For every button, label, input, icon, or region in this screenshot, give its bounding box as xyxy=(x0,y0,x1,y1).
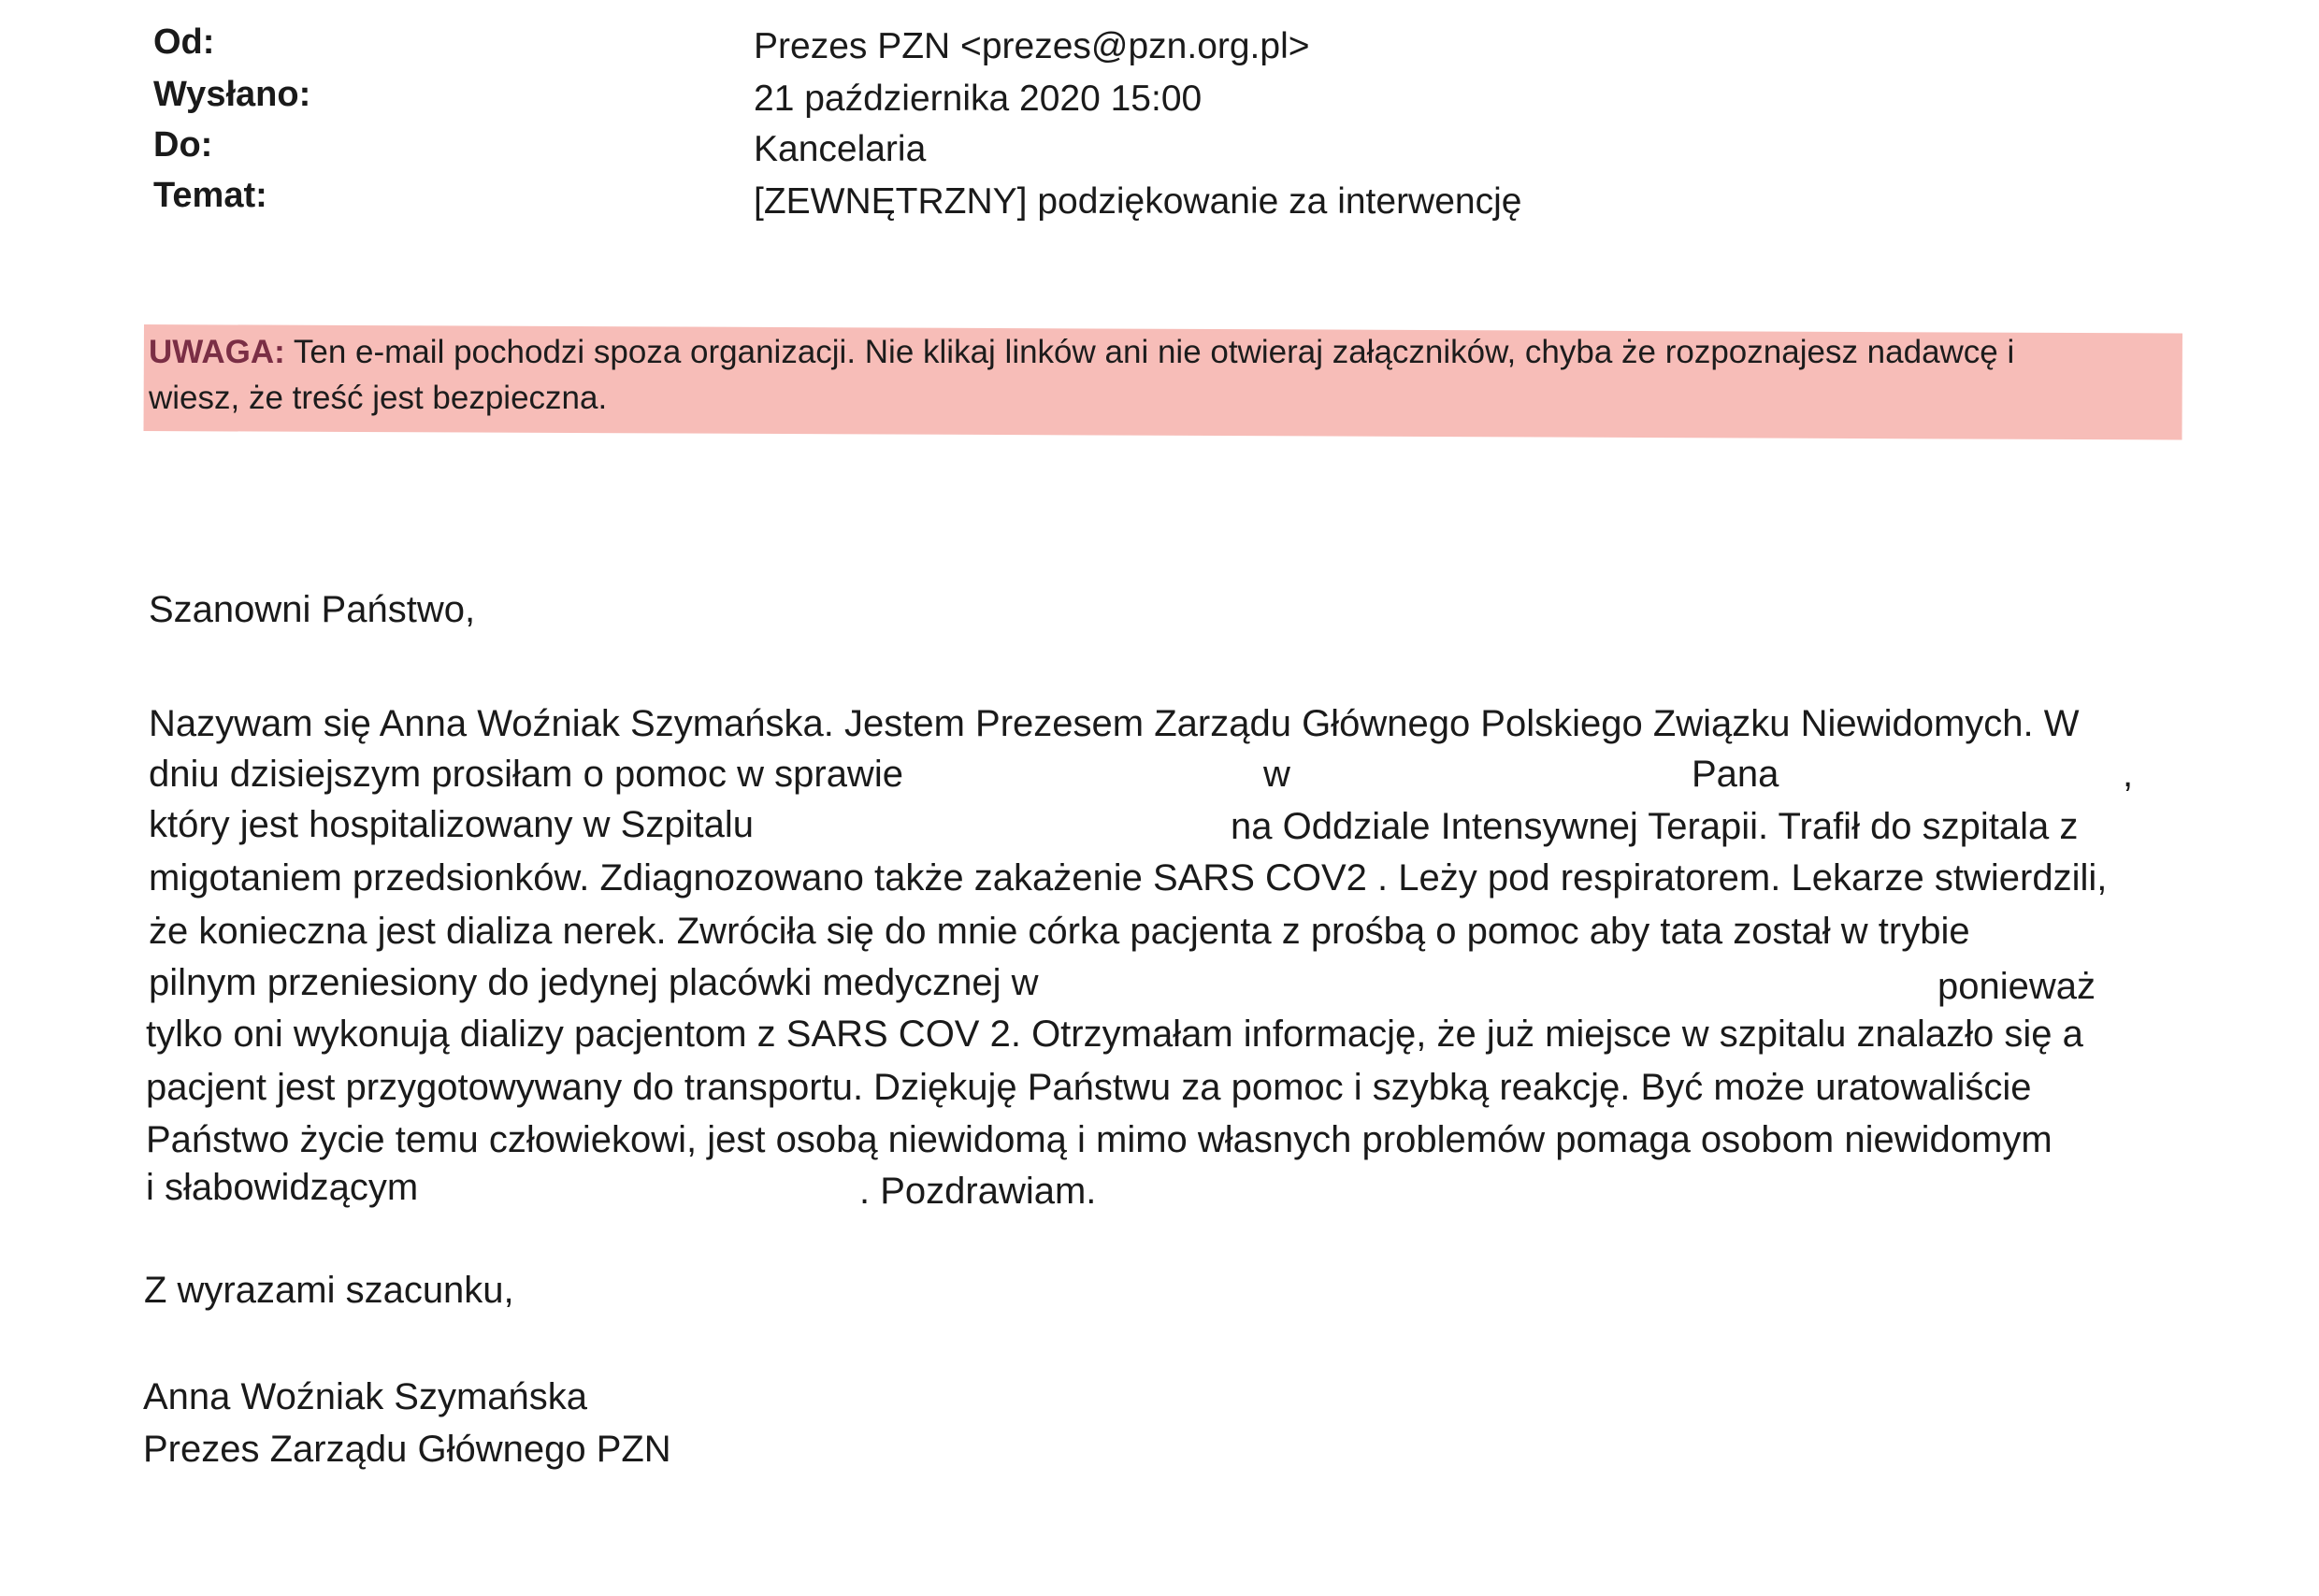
body-line: migotaniem przedsionków. Zdiagnozowano także zakażenie SARS COV2 . Leży pod respiratorem. Lekarze stwierdzili, xyxy=(149,857,2108,899)
body-line-fragment: Pana xyxy=(1692,754,1779,795)
warning-text: Ten e-mail pochodzi spoza organizacji. Nie klikaj linków ani nie otwieraj załączników, chyba że rozpoznajesz nadawcę i xyxy=(284,334,2015,370)
sent-label: Wysłano: xyxy=(153,75,311,114)
greeting: Szanowni Państwo, xyxy=(149,589,476,630)
warning-line-1 xyxy=(149,334,2014,371)
body-line-fragment: , xyxy=(2123,754,2134,795)
body-line: tylko oni wykonują dializy pacjentom z SARS COV 2. Otrzymałam informację, że już miejsce w szpitalu znalazło się a xyxy=(146,1014,2083,1055)
body-line-fragment: . Pozdrawiam. xyxy=(859,1171,1097,1212)
to-value: Kancelaria xyxy=(754,129,927,169)
body-line: który jest hospitalizowany w Szpitalu xyxy=(149,804,754,845)
body-line: Nazywam się Anna Woźniak Szymańska. Jestem Prezesem Zarządu Głównego Polskiego Związku Niewidomych. W xyxy=(149,703,2080,744)
warning-line-2: wiesz, że treść jest bezpieczna. xyxy=(149,380,608,416)
sent-value: 21 października 2020 15:00 xyxy=(754,79,1203,119)
body-line-fragment: ponieważ xyxy=(1937,966,2096,1007)
body-line-fragment: na Oddziale Intensywnej Terapii. Trafił do szpitala z xyxy=(1231,806,2079,847)
closing: Z wyrazami szacunku, xyxy=(144,1270,514,1311)
body-line: że konieczna jest dializa nerek. Zwróciła się do mnie córka pacjenta z prośbą o pomoc aby tata został w trybie xyxy=(149,911,1970,952)
body-line: dniu dzisiejszym prosiłam o pomoc w sprawie xyxy=(149,754,903,795)
from-label: Od: xyxy=(153,22,215,62)
subject-value: [ZEWNĘTRZNY] podziękowanie za interwencję xyxy=(754,181,1522,222)
signature-title: Prezes Zarządu Głównego PZN xyxy=(143,1429,671,1470)
body-line-fragment: w xyxy=(1263,754,1290,795)
body-line: pilnym przeniesiony do jedynej placówki medycznej w xyxy=(149,962,1039,1003)
signature-name: Anna Woźniak Szymańska xyxy=(143,1376,588,1417)
warning-label: UWAGA: xyxy=(149,334,285,370)
from-value: Prezes PZN <prezes@pzn.org.pl> xyxy=(754,26,1310,66)
subject-label: Temat: xyxy=(153,176,267,215)
body-line: pacjent jest przygotowywany do transportu. Dziękuję Państwu za pomoc i szybką reakcję. Być może uratowaliście xyxy=(146,1067,2032,1108)
body-line: Państwo życie temu człowiekowi, jest osobą niewidomą i mimo własnych problemów pomaga osobom niewidomym xyxy=(146,1119,2053,1160)
to-label: Do: xyxy=(153,125,213,165)
body-line: i słabowidzącym xyxy=(146,1167,419,1208)
